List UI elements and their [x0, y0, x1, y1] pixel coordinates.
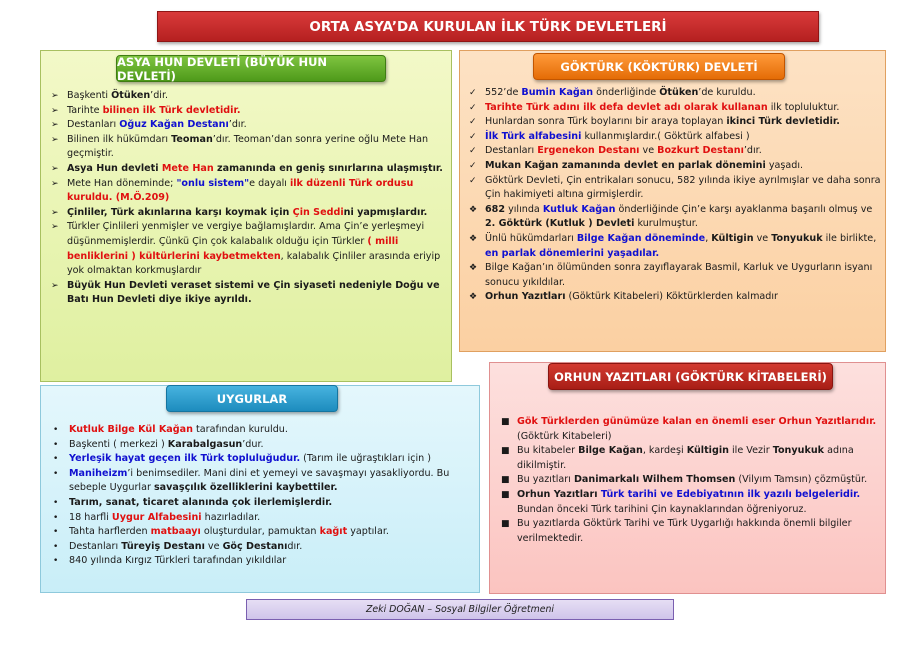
- list-item: ➢ Çinliler, Türk akınlarına karşı koymak için Çin Seddini yapmışlardır.: [51, 206, 449, 221]
- list-item: ➢ Mete Han döneminde; "onlu sistem"e dayalı ilk düzenli Türk ordusu kuruldu. (M.Ö.209): [51, 177, 414, 204]
- orhun-heading: ORHUN YAZITLARI (GÖKTÜRK KİTABELERİ): [548, 363, 833, 390]
- list-item: ✓ İlk Türk alfabesini kullanmışlardır.( Göktürk alfabesi ): [469, 130, 883, 145]
- list-item: ➢ Destanları Oğuz Kağan Destanı’dır.: [51, 118, 449, 133]
- arrow-bullet-icon: ➢: [51, 163, 59, 174]
- list-item: • Tahta harflerden matbaayı oluşturdular, pamuktan kağıt yaptılar.: [53, 525, 477, 540]
- list-item: ➢ Tarihte bilinen ilk Türk devletidir.: [51, 104, 449, 119]
- list-item: ❖ 682 yılında Kutluk Kağan önderliğinde Çin’e karşı ayaklanma başarılı olmuş ve 2. Göktürk (Kutluk ) Devleti kurulmuştur.: [469, 203, 873, 230]
- list-item: ■ Bu yazıtları Danimarkalı Wilhem Thomsen (Vilyım Tamsın) çözmüştür.: [501, 473, 884, 488]
- list-item: ❖ Orhun Yazıtları (Göktürk Kitabeleri) Köktürklerden kalmadır: [469, 290, 883, 305]
- dot-bullet-icon: •: [53, 454, 59, 465]
- list-item: • Başkenti ( merkezi ) Karabalgasun’dur.: [53, 438, 477, 453]
- list-item: ➢ Bilinen ilk hükümdarı Teoman’dır. Teoman’dan sonra yerine oğlu Mete Han geçmiştir.: [51, 133, 429, 160]
- list-item: ❖ Bilge Kağan’ın ölümünden sonra zayıflayarak Basmil, Karluk ve Uygurların isyanı sonucu yıkıldılar.: [469, 262, 873, 288]
- dot-bullet-icon: •: [53, 556, 59, 567]
- list-item: • 840 yılında Kırgız Türkleri tarafından yıkıldılar: [53, 554, 477, 569]
- list-item: ■ Bu kitabeler Bilge Kağan, kardeşi Kültigin ile Vezir Tonyukuk adına dikilmiştir.: [501, 445, 854, 471]
- diamond-bullet-icon: ❖: [469, 233, 478, 244]
- list-item: • Destanları Türeyiş Destanı ve Göç Destanıdır.: [53, 540, 477, 555]
- square-bullet-icon: ■: [501, 446, 510, 457]
- dot-bullet-icon: •: [53, 468, 59, 479]
- dot-bullet-icon: •: [53, 439, 59, 450]
- dot-bullet-icon: •: [53, 425, 59, 435]
- arrow-bullet-icon: ➢: [51, 178, 59, 189]
- list-item: ➢ Asya Hun devleti Mete Han zamanında en geniş sınırlarına ulaşmıştır.: [51, 162, 449, 177]
- dot-bullet-icon: •: [53, 497, 59, 508]
- check-icon: ✓: [469, 131, 477, 142]
- list-item: ➢ Türkler Çinlileri yenmişler ve vergiye bağlamışlardır. Ama Çin’e yerleşmeyi düşünmemişlerdir. Çünkü Çin çok kalabalık olduğu için Türkler ( milli benliklerini ) kültürlerini kaybetmekten, kalabalık Çinliler arasında eriyip yok olmaktan korkmuşlardır: [51, 221, 441, 277]
- diamond-bullet-icon: ❖: [469, 204, 478, 215]
- check-icon: ✓: [469, 146, 477, 157]
- gokturk-heading: GÖKTÜRK (KÖKTÜRK) DEVLETİ: [533, 53, 785, 80]
- diamond-bullet-icon: ❖: [469, 292, 478, 303]
- list-item: ❖ Ünlü hükümdarları Bilge Kağan döneminde, Kültigin ve Tonyukuk ile birlikte, en parlak dönemlerini yaşadılar.: [469, 232, 877, 259]
- uygurlar-panel: [40, 385, 480, 593]
- arrow-bullet-icon: ➢: [51, 280, 59, 291]
- list-item: ✓ Hunlardan sonra Türk boylarını bir araya toplayan ikinci Türk devletidir.: [469, 115, 883, 130]
- square-bullet-icon: ■: [501, 519, 510, 530]
- list-item: • Yerleşik hayat geçen ilk Türk topluluğudur. (Tarım ile uğraştıkları için ): [53, 452, 477, 467]
- square-bullet-icon: ■: [501, 417, 510, 427]
- list-item: • Maniheizm’i benimsediler. Mani dini et yemeyi ve savaşmayı yasakliyordu. Bu sebeple Uygurlar savaşçılık özelliklerini kaybettiler.: [53, 467, 450, 494]
- uygurlar-list: [53, 423, 477, 569]
- list-item: ■ Orhun Yazıtları Türk tarihi ve Edebiyatının ilk yazılı belgeleridir. Bundan önceki Türk tarihini Çin kaynaklarından öğreniyoruz.: [501, 488, 861, 515]
- gokturk-panel: [459, 50, 886, 352]
- asya-hun-panel: [40, 50, 452, 382]
- uygurlar-heading: UYGURLAR: [166, 385, 338, 412]
- diamond-bullet-icon: ❖: [469, 263, 478, 274]
- list-item: ✓ 552’de Bumin Kağan önderliğinde Ötüken’de kuruldu.: [469, 86, 883, 101]
- list-item: ➢ Başkenti Ötüken’dir.: [51, 89, 449, 104]
- check-icon: ✓: [469, 102, 477, 113]
- list-item: • Kutluk Bilge Kül Kağan tarafından kuruldu.: [53, 423, 477, 438]
- arrow-bullet-icon: ➢: [51, 105, 59, 116]
- arrow-bullet-icon: ➢: [51, 207, 59, 218]
- list-item: • Tarım, sanat, ticaret alanında çok ilerlemişlerdir.: [53, 496, 477, 511]
- gokturk-list: [469, 86, 883, 305]
- asya-hun-heading: ASYA HUN DEVLETİ (BÜYÜK HUN DEVLETİ): [116, 55, 386, 82]
- square-bullet-icon: ■: [501, 475, 510, 486]
- asya-hun-list: [51, 89, 449, 308]
- dot-bullet-icon: •: [53, 512, 59, 523]
- check-icon: ✓: [469, 88, 477, 98]
- list-item: ■ Bu yazıtlarda Göktürk Tarihi ve Türk Uygarlığı hakkında önemli bilgiler verilmektedir.: [501, 518, 852, 544]
- page-title: ORTA ASYA’DA KURULAN İLK TÜRK DEVLETLERİ: [157, 11, 819, 42]
- arrow-bullet-icon: ➢: [51, 120, 59, 131]
- list-item: ✓ Göktürk Devleti, Çin entrikaları sonucu, 582 yılında ikiye ayrılmışlar ve daha sonra Çin hakimiyeti altına girmişlerdir.: [469, 174, 881, 201]
- orhun-panel: [489, 362, 886, 594]
- check-icon: ✓: [469, 175, 477, 186]
- square-bullet-icon: ■: [501, 489, 510, 500]
- list-item: ✓ Mukan Kağan zamanında devlet en parlak dönemini yaşadı.: [469, 159, 883, 174]
- list-item: ✓ Tarihte Türk adını ilk defa devlet adı olarak kullanan ilk topluluktur.: [469, 101, 883, 116]
- orhun-list: [501, 415, 884, 546]
- check-icon: ✓: [469, 117, 477, 128]
- list-item: ■ Gök Türklerden günümüze kalan en önemli eser Orhun Yazıtlarıdır. (Göktürk Kitabeleri): [501, 416, 877, 442]
- dot-bullet-icon: •: [53, 527, 59, 538]
- list-item: ➢ Büyük Hun Devleti veraset sistemi ve Çin siyaseti nedeniyle Doğu ve Batı Hun Devleti diye ikiye ayrıldı.: [51, 279, 440, 306]
- author-footer: Zeki DOĞAN – Sosyal Bilgiler Öğretmeni: [246, 599, 674, 620]
- list-item: • 18 harfli Uygur Alfabesini hazırladılar.: [53, 511, 477, 526]
- arrow-bullet-icon: ➢: [51, 91, 59, 101]
- dot-bullet-icon: •: [53, 541, 59, 552]
- list-item: ✓ Destanları Ergenekon Destanı ve Bozkurt Destanı’dır.: [469, 144, 883, 159]
- arrow-bullet-icon: ➢: [51, 222, 59, 233]
- arrow-bullet-icon: ➢: [51, 134, 59, 145]
- check-icon: ✓: [469, 160, 477, 171]
